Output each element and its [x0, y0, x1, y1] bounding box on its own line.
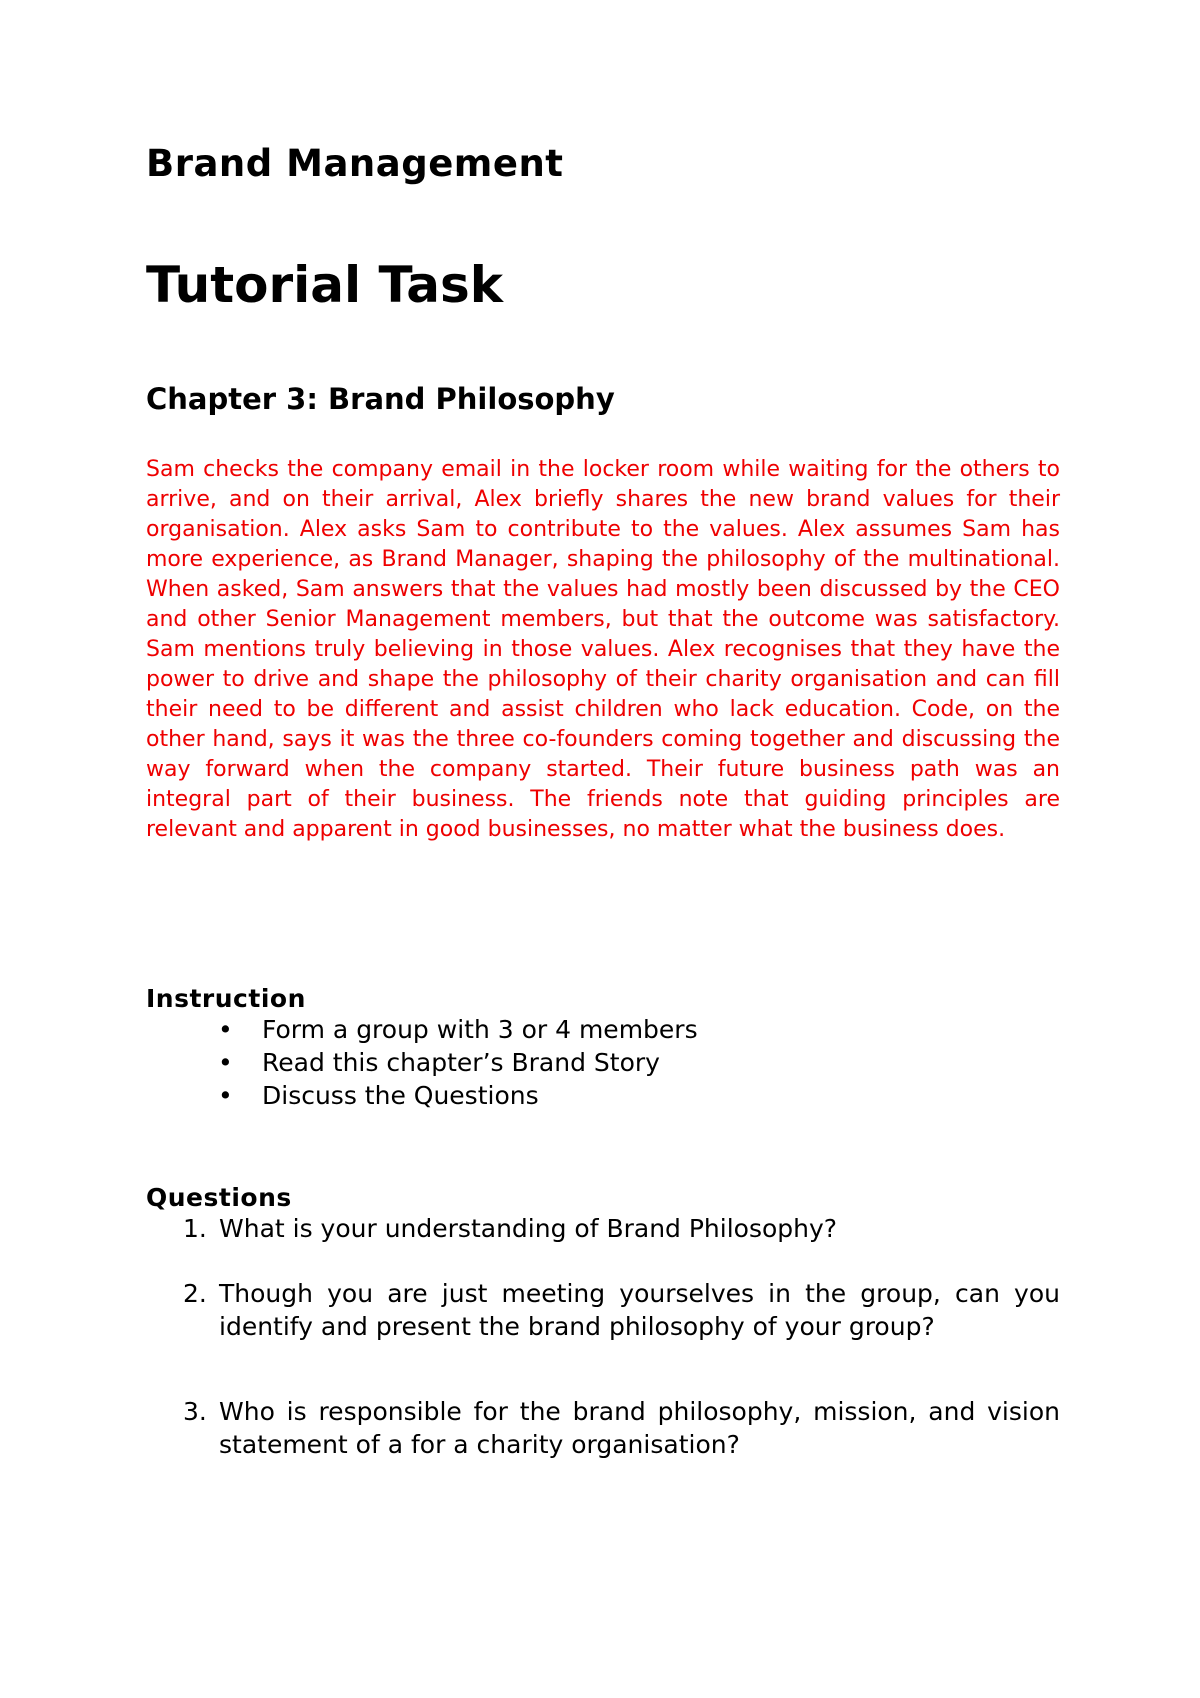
instruction-item [146, 1013, 1060, 1046]
question-item [146, 1212, 1060, 1245]
instruction-item [146, 1046, 1060, 1079]
question-text: Though you are just meeting yourselves in the group, can you identify and present the brand philosophy of your group? [219, 1279, 1060, 1341]
question-text: Who is responsible for the brand philosophy, mission, and vision statement of a for a charity organisation? [219, 1397, 1060, 1459]
instruction-item [146, 1079, 1060, 1112]
question-number: 3. [183, 1397, 207, 1426]
question-item [146, 1277, 1060, 1343]
question-item [146, 1395, 1060, 1461]
question-number: 2. [183, 1279, 207, 1308]
questions-section [146, 1183, 1060, 1461]
task-title: Tutorial Task [146, 256, 503, 314]
instruction-list [146, 1013, 1060, 1112]
bullet-icon: • [218, 1048, 233, 1077]
instruction-heading: Instruction [146, 984, 306, 1013]
instruction-item-text: Form a group with 3 or 4 members [262, 1015, 698, 1044]
question-number: 1. [183, 1214, 207, 1243]
brand-story-paragraph: Sam checks the company email in the locker room while waiting for the others to arrive, and on their arrival, Alex briefly shares the new brand values for their organisation. Alex asks Sam to contribute to the values. Alex assumes Sam has more experience, as Brand Manager, shaping the philosophy of the multinational. When asked, Sam answers that the values had mostly been discussed by the CEO and other Senior Management members, but that the outcome was satisfactory. Sam mentions truly believing in those values. Alex recognises that they have the power to drive and shape the philosophy of their charity organisation and can fill their need to be different and assist children who lack education. Code, on the other hand, says it was the three co-founders coming together and discussing the way forward when the company started. Their future business path was an integral part of their business. The friends note that guiding principles are relevant and apparent in good businesses, no matter what the business does. [146, 457, 1060, 842]
question-text: What is your understanding of Brand Philosophy? [219, 1214, 838, 1243]
instruction-item-text: Read this chapter’s Brand Story [262, 1048, 660, 1077]
bullet-icon: • [218, 1081, 233, 1110]
course-title: Brand Management [146, 142, 564, 185]
instruction-section [146, 984, 1060, 1112]
chapter-title: Chapter 3: Brand Philosophy [146, 382, 615, 416]
bullet-icon: • [218, 1015, 233, 1044]
questions-list [146, 1212, 1060, 1461]
questions-heading: Questions [146, 1183, 292, 1212]
instruction-item-text: Discuss the Questions [262, 1081, 539, 1110]
